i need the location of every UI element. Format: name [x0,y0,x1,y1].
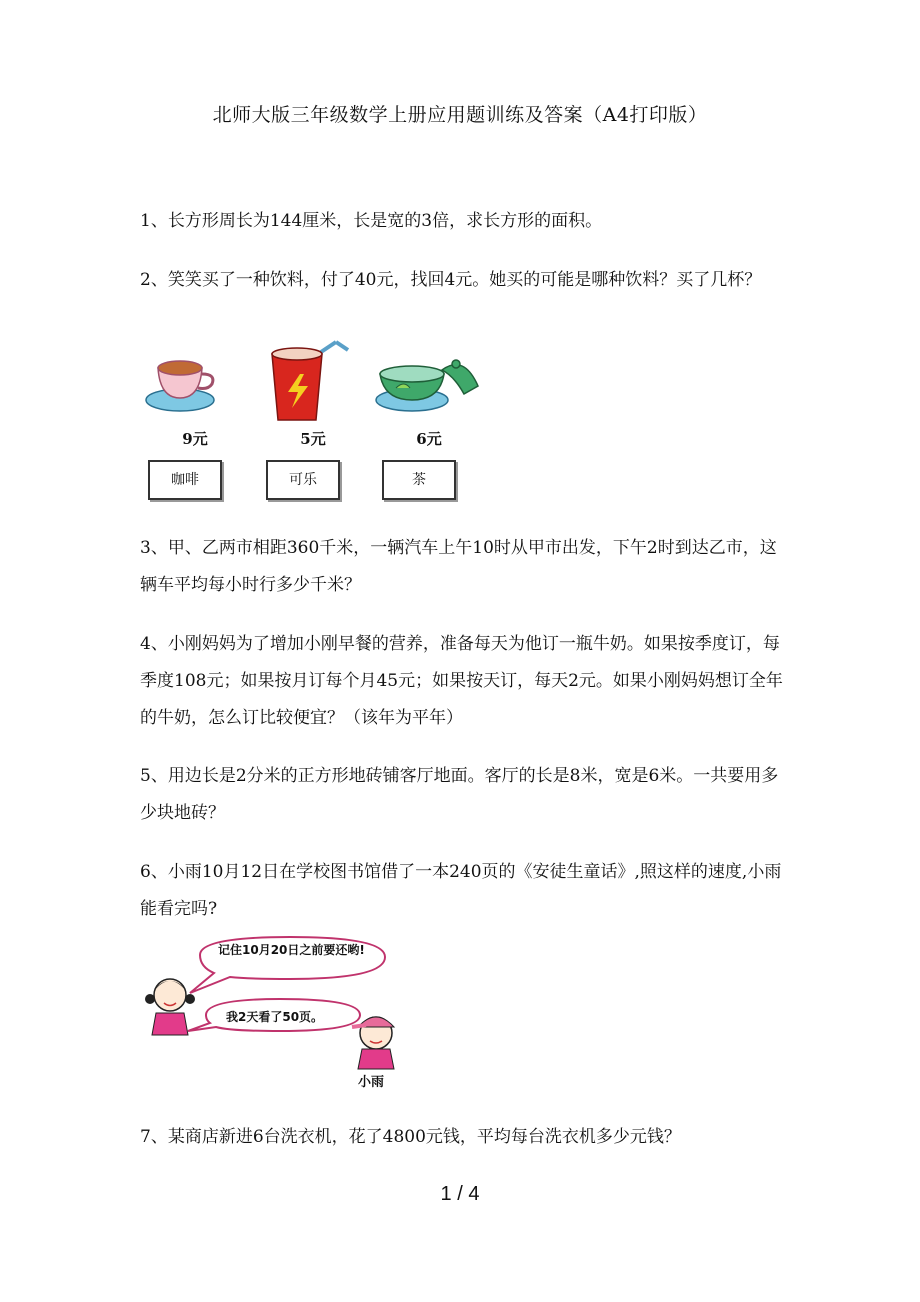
cola-cup-icon [258,340,368,425]
girl-speech-text: 记住10月20日之前要还哟! [218,943,365,957]
drink-price: 6元 [416,430,442,448]
drink-name-box: 可乐 [266,460,340,500]
drink-cola [258,340,368,510]
coffee-cup-icon [140,340,250,420]
question-3: 3、甲、乙两市相距360千米，一辆汽车上午10时从甲市出发，下午2时到达乙市，这辆车平均每小时行多少千米？ [140,538,777,595]
question-4: 4、小刚妈妈为了增加小刚早餐的营养，准备每天为他订一瓶牛奶。如果按季度订，每季度108元；如果按月订每个月45元；如果按天订，每天2元。如果小刚妈妈想订全年的牛奶，怎么订比较便宜？（该年为平年） [140,634,783,728]
boy-name-label: 小雨 [358,1075,385,1090]
drinks-figure [140,340,490,510]
drink-price: 5元 [300,430,326,448]
boy-icon [352,1017,394,1069]
drink-coffee [140,340,250,510]
drink-tea [374,340,484,510]
drink-price: 9元 [182,430,208,448]
question-6: 6、小雨10月12日在学校图书馆借了一本240页的《安徒生童话》,照这样的速度,小雨能看完吗? [140,862,782,919]
girl-icon [145,979,195,1035]
tea-bowl-icon [374,340,484,420]
document-title: 北师大版三年级数学上册应用题训练及答案（A4打印版） [212,104,708,126]
boy-speech-text: 我2天看了50页。 [226,1010,324,1024]
question-2: 2、笑笑买了一种饮料，付了40元，找回4元。她买的可能是哪种饮料？买了几杯？ [140,270,762,290]
drink-name-box: 咖啡 [148,460,222,500]
question-1: 1、长方形周长为144厘米，长是宽的3倍，求长方形的面积。 [140,211,603,231]
question-7: 7、某商店新进6台洗衣机，花了4800元钱，平均每台洗衣机多少元钱？ [140,1127,681,1147]
question-5: 5、用边长是2分米的正方形地砖铺客厅地面。客厅的长是8米，宽是6米。一共要用多少块地砖？ [140,766,779,823]
reading-figure [140,935,430,1095]
page-number: 1 / 4 [440,1183,480,1205]
drink-name-box: 茶 [382,460,456,500]
